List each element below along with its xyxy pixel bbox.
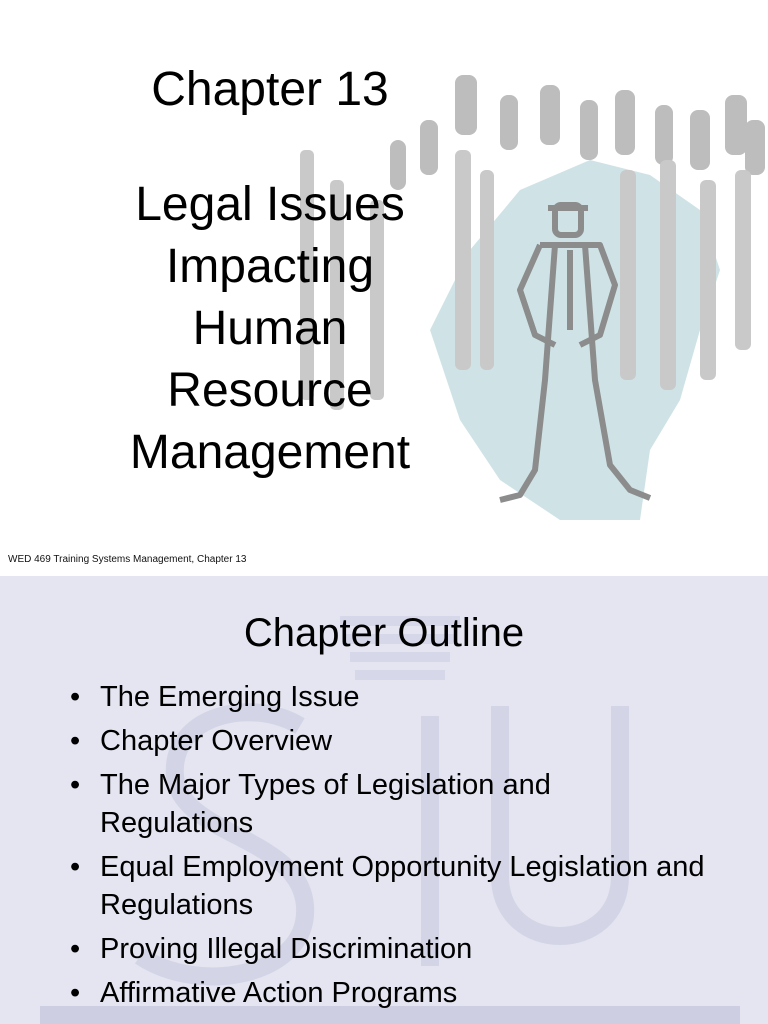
list-item <box>70 722 710 760</box>
list-item-text: Chapter Overview <box>100 725 333 757</box>
list-item-text: Equal Employment Opportunity Legislation and Regulations <box>100 851 705 921</box>
list-item-text: The Major Types of Legislation and Regulations <box>100 769 551 839</box>
outline-list <box>70 678 710 1018</box>
subtitle-line: Resource <box>167 364 373 417</box>
bullet-icon: • <box>70 977 81 1009</box>
list-item-text: The Emerging Issue <box>100 681 360 713</box>
list-item <box>70 848 710 924</box>
slide-footer: WED 469 Training Systems Management, Chapter 13 <box>8 554 247 565</box>
slide-subtitle <box>40 174 500 484</box>
bullet-icon: • <box>70 851 81 883</box>
outline-slide <box>0 576 768 1024</box>
bullet-icon: • <box>70 769 81 801</box>
slide-title: Chapter Outline <box>243 611 525 655</box>
subtitle-line: Legal Issues <box>135 178 405 231</box>
list-item <box>70 930 710 968</box>
list-item-text: Affirmative Action Programs <box>100 977 458 1009</box>
list-item <box>70 974 710 1012</box>
bullet-icon: • <box>70 725 81 757</box>
slide-title: Chapter 13 <box>151 63 389 116</box>
subtitle-line: Human <box>192 302 348 355</box>
list-item-text: Proving Illegal Discrimination <box>100 933 473 965</box>
subtitle-line: Management <box>129 426 411 479</box>
bullet-icon: • <box>70 933 81 965</box>
subtitle-line: Impacting <box>165 240 375 293</box>
list-item <box>70 766 710 842</box>
list-item <box>70 678 710 716</box>
bullet-icon: • <box>70 681 81 713</box>
